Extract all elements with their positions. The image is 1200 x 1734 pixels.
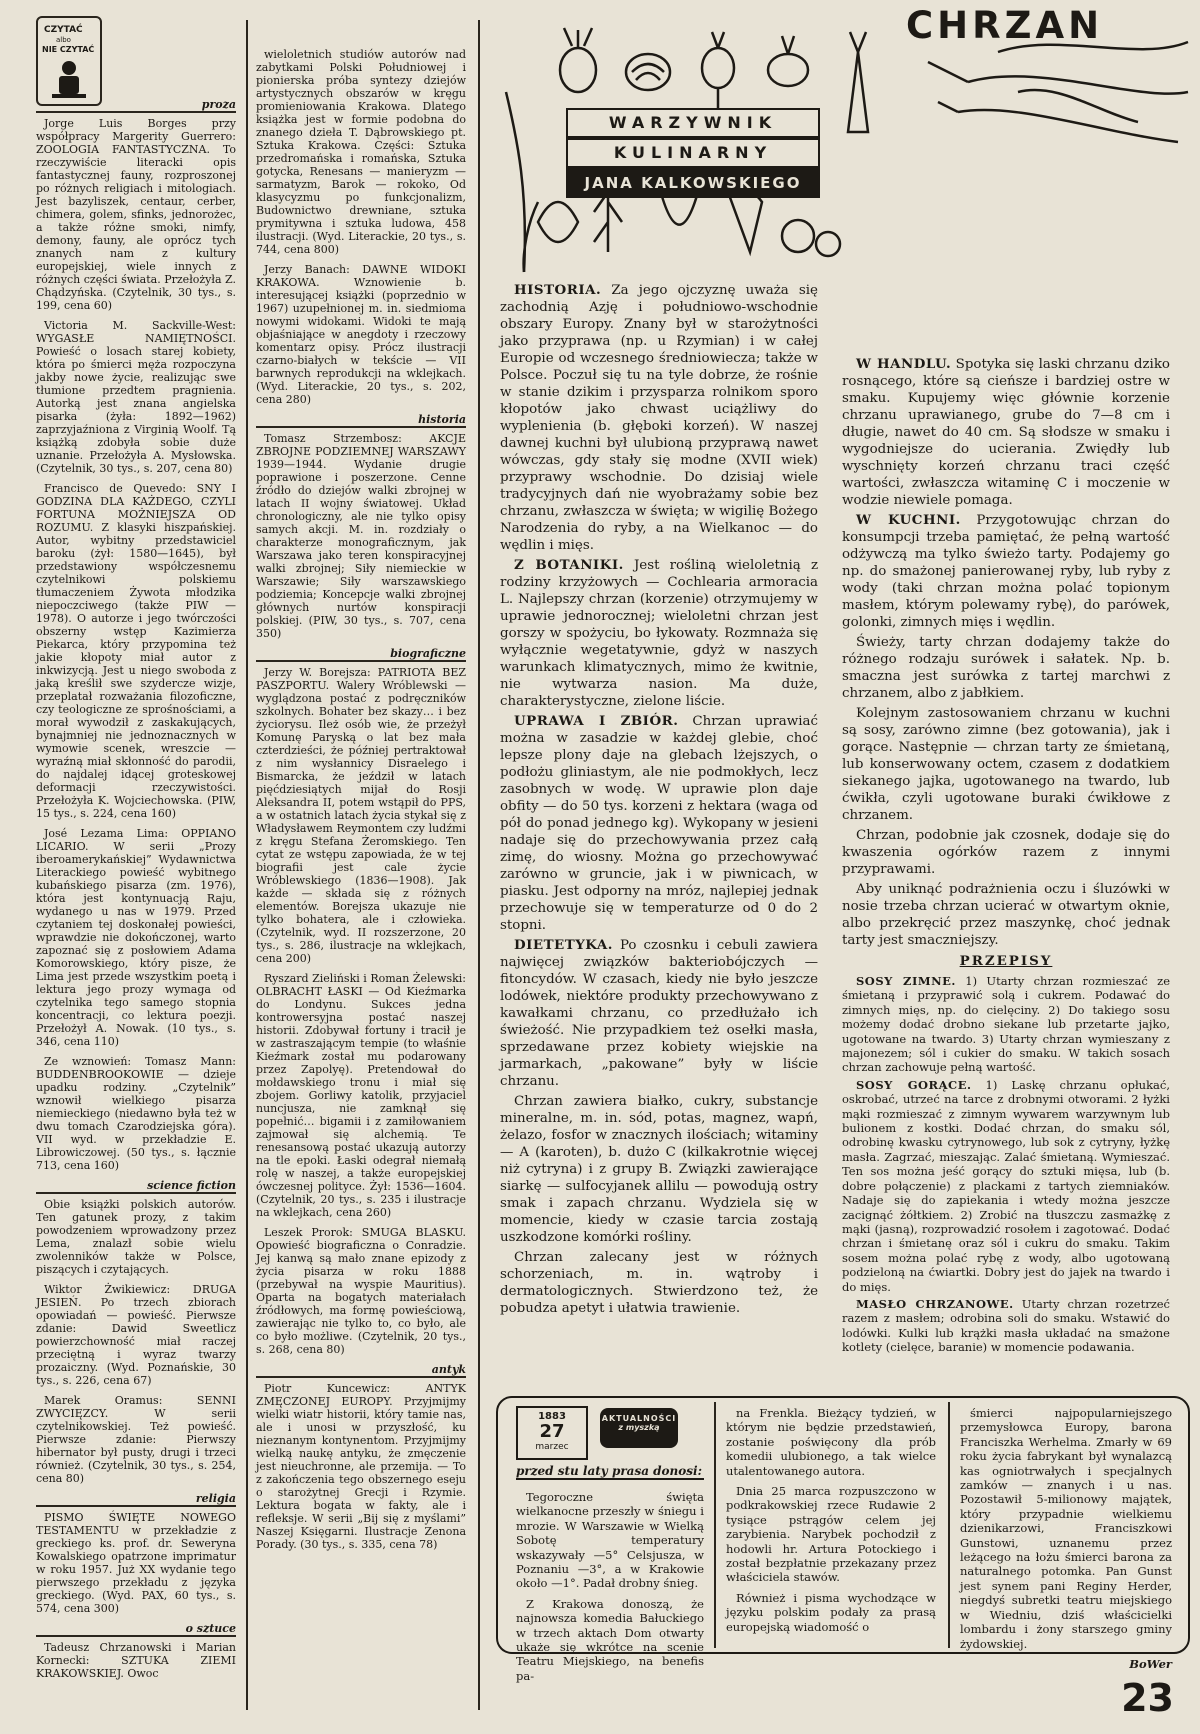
paragraph <box>842 705 1170 824</box>
paragraph-lead: DIETETYKA. <box>514 937 613 953</box>
paragraph-historia <box>500 282 818 554</box>
review-entry: Tomasz Strzembosz: AKCJE ZBROJNE PODZIEMNEJ WARSZAWY 1939—1944. Wydanie drugie poprawione i poszerzone. Cenne źródło do dziejów walki zbrojnej w latach II wojny światowej. Układ chronologiczny, ale nie tylko opisy samych akcji. M. in. rozdziały o charakterze monograficznym, jak Warszawa jako teren konspiracyjnej walki zbrojnej; Siły niemieckie w Warszawie; Siły warszawskiego podziemia; Koncepcje walki zbrojnej głównych nurtów konspiracji polskiej. (PIW, 30 tys., s. 707, cena 350) <box>256 432 466 640</box>
recipe <box>842 974 1170 1075</box>
section-label: science fiction <box>36 1179 236 1194</box>
box-divider <box>948 1402 950 1648</box>
svg-text:NIE CZYTAĆ: NIE CZYTAĆ <box>42 45 95 54</box>
banner-kulinarny: KULINARNY <box>566 138 820 168</box>
paragraph-uprawa <box>500 713 818 934</box>
box-column-2 <box>726 1406 936 1640</box>
section-proza <box>36 98 236 1172</box>
paragraph-botanika <box>500 557 818 710</box>
review-entry: Ryszard Zieliński i Roman Żelewski: OLBRACHT ŁASKI — Od Kieźmarka do Londynu. Sukces jedna kontrowersyjna postać naszej historii. Zdobywał fortuny i tracił je w zastraszającym tempie (to właśnie Kieźmark został mu podarowany przez Zapolyę). Pretendował do mołdawskiego tronu i miał się zbojem. Gorliwy katolik, przyjaciel nuncjusza, nie zamknął się popełnić… bigamii i z zamiłowaniem zajmował się alchemią. Te renesansową postać ukazują autorzy na tle epoki. Łaski odegrał niemałą rolę w naszej, a także europejskiej ówczesnej polityce. Żył: 1536—1604. (Czytelnik, 20 tys., s. 235 i ilustracje na wklejkach, cena 260) <box>256 972 466 1219</box>
section-antyk <box>256 1363 466 1551</box>
review-entry: Tadeusz Chrzanowski i Marian Kornecki: SZTUKA ZIEMI KRAKOWSKIEJ. Owoc <box>36 1641 236 1680</box>
paragraph-text: Po czosnku i cebuli zawiera najwięcej związków bakteriobójczych — fitoncydów. W czasach, kiedy nie było jeszcze lodówek, niektóre produkty przechowywano z kawałkami chrzanu, co przedłużało ich świeżość. Nie przypadkiem też osełki masła, sprzedawane przez kobiety wiejskie na jarmarkach, „pakowane” były w liście chrzanu. <box>500 938 818 1089</box>
section-label: proza <box>36 98 236 113</box>
paragraph-text: Chrzan uprawiać można w zasadzie w każdej glebie, choć lepsze plony daje na glebach lżejszych, o podłożu gliniastym, ale nie podmokłych, lecz zasobnych w wodę. W uprawie plon daje obfity — do 50 tys. korzeni z hektara (waga od pół do ponad jednego kg). Wykopany w jesieni nadaje się do przechowywania przez całą zimę, do wiosny. Można go przechowywać zarówno w gruncie, jak i w piwnicach, w piasku. Jest odporny na mróz, najlepiej jednak przechowuje się w temperaturze od 0 do 2 stopni. <box>500 714 818 933</box>
column-divider <box>478 20 480 1710</box>
box-heading: przed stu laty prasa donosi: <box>516 1464 703 1478</box>
news-item: Dnia 25 marca rozpuszczono w podkrakowskiej rzece Rudawie 2 tysiące pstrągów celem jej zarybienia. Narybek pochodził z hodowli hr. Artura Potockiego i został bezpłatnie przekazany przez właściciela stawów. <box>726 1484 936 1585</box>
recipe-text: 1) Laskę chrzanu opłukać, oskrobać, utrzeć na tarce z drobnymi otworami. 2 łyżki mąki rozmieszać z zimnym wywarem warzywnym lub bulionem z kostki. Dodać chrzan, do smaku sól, odrobinę kwasku cytrynowego, lub sok z cytryny, łyżkę masła. Zagrzać, mieszając. Zalać śmietaną. Wymieszać. Ten sos można jeść gorący do sztuki mięsa, lub (b. dobre połączenie) z plackami z tartych ziemniaków. Nadaje się do zapiekania i wtedy można jeszcze zacignąć żółtkiem. 2) Zrobić na tłuszczu zasmażkę z mąki (jasną), rozprowadzić rosołem i zagotować. Dodać chrzan i śmietanę oraz sól i cukru do smaku. Takim sosem można polać rybę z wody, albo ugotowaną podzieloną na ćwiartki. Dobry jest do jajek na twardo i do mięs. <box>842 1077 1171 1294</box>
recipes-heading: PRZEPISY <box>959 953 1053 969</box>
recipe-lead: SOSY GORĄCE. <box>856 1077 972 1092</box>
date-year: 1883 <box>538 1411 566 1422</box>
svg-text:albo: albo <box>56 36 71 44</box>
date-stamp <box>516 1406 588 1460</box>
review-entry: Francisco de Quevedo: SNY I GODZINA DLA KAŻDEGO, CZYLI FORTUNA MOŻNIEJSZA OD ROZUMU. Z klasyki hiszpańskiej. Autor, wybitny przedstawiciel baroku (żył: 1580—1645), był przedstawiony współczesnemu czytelnikowi polskiemu tłumaczeniem Żywota młodzika niepoczciwego (także PIW — 1978). O autorze i jego twórczości obszerny wstęp Kazimierza Piekarca, który przypomina też jakie kłopoty miał autor z inkwizycją. Jest u niego swoboda z jaką kreślił swe szydercze wizje, przeplatał rozważania filozoficzne, czy teologiczne ze sprośnościami, a morał wywodził z zaskakujących, bynajmniej nie jednoznacznych w wymowie scenek, wreszcie — wyraźną miał skłonność do parodii, do najdalej idącej groteskowej deformacji rzeczywistości. Przełożyła K. Wojciechowska. (PIW, 15 tys., s. 224, cena 160) <box>36 482 236 820</box>
section-o-sztuce <box>36 1622 236 1680</box>
news-item: Tegoroczne święta wielkanocne przeszły w śniegu i mrozie. W Warszawie w Wielką Sobotę temperatury wskazywały —5° Celsjusza, w Poznaniu —3°, a w Krakowie około —1°. Padał drobny śnieg. <box>516 1490 704 1591</box>
section-label: historia <box>256 413 466 428</box>
section-label: antyk <box>256 1363 466 1378</box>
paragraph-text: Spotyka się laski chrzanu dziko rosnącego, które są cieńsze i bardziej ostre w smaku. Kupujemy więc głównie korzenie chrzanu uprawianego, grube do 7—8 cm i długie, nawet do 40 cm. Są słodsze w smaku i wygodniejsze do ucierania. Zwiędły lub wyschnięty korzeń chrzanu traci część wartości, zwłaszcza witaminę C i moczenie w wodzie niewiele pomaga. <box>842 357 1170 508</box>
review-entry: José Lezama Lima: OPPIANO LICARIO. W serii „Prozy iberoamerykańskiej” Wydawnictwa Literackiego powieść wybitnego kubańskiego pisarza (zm. 1976), która jest kontynuacją Raju, wydanego u nas w 1979. Przed czytaniem tej doskonałej powieści, wprawdzie nie dokończonej, warto zapoznać się z posłowiem Adama Komorowskiego, który pisze, że Lima jest przede wszystkim poetą i lektura jego prozy wymaga od czytelnika tego samego stopnia koncentracji, co lektura poezji. Przełożył A. Nowak. (10 tys., s. 346, cena 110) <box>36 827 236 1048</box>
date-day: 27 <box>539 1421 565 1442</box>
recipe-text: Utarty chrzan rozetrzeć razem z masłem; odrobina soli do smaku. Wstawić do lodówki. Kulki lub krążki masła układać na smażone kotlety (cielęce, baranie) w momencie podawania. <box>842 1296 1170 1355</box>
beet-icon <box>560 48 596 92</box>
article-column-right <box>842 356 1170 1358</box>
pod-icon <box>728 189 762 252</box>
review-entry: Victoria M. Sackville-West: WYGASŁE NAMIĘTNOŚCI. Powieść o losach starej kobiety, która po śmierci męża rozpoczyna jakby nowe życie, realizując swe tłumione przedtem pragnienia. Autorką jest znana angielska pisarka (żyła: 1892—1962) zaprzyjaźniona z Virginią Woolf. Tą książką zdobyła sobie duże uznanie. Przełożyła A. Mysłowska. (Czytelnik, 30 tys., s. 207, cena 80) <box>36 319 236 475</box>
carrot-icon <box>848 52 868 132</box>
logo-line-1: AKTUALNOŚCI <box>601 1414 677 1423</box>
paragraph-text: Chrzan, podobnie jak czosnek, dodaje się do kwaszenia ogórków razem z innymi przyprawami. <box>842 828 1170 877</box>
paragraph-lead: HISTORIA. <box>514 282 602 298</box>
section-biograficzne <box>256 647 466 1356</box>
root-icon <box>506 92 525 272</box>
section-label: biograficzne <box>256 647 466 662</box>
book-reviews-column-1 <box>36 92 236 1687</box>
recipes-list <box>842 974 1170 1355</box>
section-label: religia <box>36 1492 236 1507</box>
paragraph-lead: Z BOTANIKI. <box>514 557 624 573</box>
section-o-sztuce-cont <box>256 48 466 406</box>
banner-warzywnik: WARZYWNIK <box>566 108 820 138</box>
paragraph <box>842 634 1170 702</box>
review-entry: Obie książki polskich autorów. Ten gatunek prozy, z takim powodzeniem wprowadzony przez Lema, znalazł sobie wielu zwolenników także w Polsce, piszących i czytających. <box>36 1198 236 1276</box>
review-entry: Wiktor Żwikiewicz: DRUGA JESIEŃ. Po trzech zbiorach opowiadań — powieść. Pierwsze zdanie: Dawid Sweetlicz powierzchowność miał raczej przeciętną i wyraz twarzy prozaiczny. (Wyd. Poznańskie, 30 tys., s. 226, cena 67) <box>36 1283 236 1387</box>
recipe <box>842 1297 1170 1355</box>
paragraph-text: Przygotowując chrzan do konsumpcji trzeba pamiętać, że pełną wartość odżywczą ma tylko świeżo tarty. Podajemy go np. do smażonej panierowanej ryby, lub ryby z wody (taki chrzan można polać topionym masłem, którym polewamy rybę), do parówek, golonki, zimnych mięs i wędlin. <box>842 513 1170 630</box>
review-entry: Jerzy Banach: DAWNE WIDOKI KRAKOWA. Wznowienie b. interesującej książki (poprzednio w 1967) uzupełnionej m. in. siedmioma nowymi widokami. Widoki te mają objaśniające w anegdoty i rzeczowy komentarz opisy. Prócz ilustracji czarno-białych w tekście — VII barwnych reprodukcji na wklejkach. (Wyd. Literackie, 20 tys., s. 202, cena 280) <box>256 263 466 406</box>
review-entry: PISMO ŚWIĘTE NOWEGO TESTAMENTU w przekładzie z greckiego ks. prof. dr. Seweryna Kowalskiego opatrzone imprimatur w roku 1957. Już XX wydanie tego pierwszego przekładu z języka greckiego. (Wyd. PAX, 60 tys., s. 574, cena 300) <box>36 1511 236 1615</box>
paragraph <box>842 827 1170 878</box>
paragraph <box>500 1249 818 1317</box>
news-item: na Frenkla. Bieżący tydzień, w którym nie będzie przedstawień, zostanie poświęcony dla prób komedii ulubionego, a tak wielce utalentowanego autora. <box>726 1406 936 1478</box>
paragraph-text: Chrzan zawiera białko, cukry, substancje mineralne, m. in. sód, potas, magnez, wapń, żelazo, fosfor w znacznych ilościach; witaminy — A (karoten), b. dużo C (kilkakrotnie więcej niż cytryna) i z grupy B. Związki zawierające siarkę — sulfocyjanek allilu — powodują ostry smak i zapach chrzanu. Wydziela się w momencie, kiedy w czasie tarcia zostają uszkodzone komórki rośliny. <box>500 1094 818 1245</box>
paragraph <box>500 1093 818 1246</box>
review-entry: Jorge Luis Borges przy współpracy Margerity Guerrero: ZOOLOGIA FANTASTYCZNA. To rzeczywiście literacki opis fantastycznej fauny, rozproszonej po różnych religiach i mitologiach. Jest bazyliszek, centaur, cerber, chimera, golem, sfinks, jednorożec, a także różne smoki, nimfy, demony, fauny, ale oprócz tych znanych nam z kultury europejskiej, wiele innych z różnych części świata. Przełożyła Z. Chądzyńska. (Czytelnik, 30 tys., s. 199, cena 60) <box>36 117 236 312</box>
news-item: śmierci najpopularniejszego przemysłowca Europy, barona Franciszka Werhelma. Zmarły w 69 roku życia fabrykant był wynalazcą kas ogniotrwałych i specjalnych zamków — znanych i u nas. Pozostawił 5-milionowy majątek, który przypadnie wielkiemu dzienikarzowi, Franciszkowi Gunstowi, uznanemu przez leżącego na łożu śmierci barona za naturalnego potomka. Pan Gunst jest synem pani Reginy Herder, niegdyś subretki teatru miejskiego w Wiedniu, dziś właścicielki lombardu i żony starszego gminy żydowskiej. <box>960 1406 1172 1651</box>
recipe <box>842 1078 1170 1294</box>
section-historia <box>256 413 466 640</box>
author-signature: BoWer <box>1129 1656 1172 1671</box>
paragraph-dietetyka <box>500 937 818 1090</box>
paragraph-text: Za jego ojczyznę uważa się zachodnią Azję i południowo-wschodnie obszary Europy. Znany był w starożytności jako przyprawa (np. u Rzymian) i w całej Europie od wczesnego średniowiecza; także w Polsce. Poczuł się tu na tyle dobrze, że rośnie w stanie dzikim i przysparza rolnikom sporo kłopotów jako chwast uciążliwy do wyplenienia (b. głęboki korzeń). W naszej dawnej kuchni był ulubioną przyprawą nawet wówczas, gdy stały się modne (XVII wiek) przyprawy wschodnie. Do dzisiaj wiele tradycyjnych dań nie wyobrażamy sobie bez chrzanu, zwłaszcza w święta; w wigilię Bożego Narodzenia do ryby, a na Wielkanoc — do wędlin i mięs. <box>500 283 818 553</box>
paragraph-lead: UPRAWA I ZBIÓR. <box>514 713 679 729</box>
paragraph-text: Świeży, tarty chrzan dodajemy także do różnego rodzaju surówek i sałatek. Np. b. smaczna jest surówka z tartej marchwi z chrzanem, albo z jabłkiem. <box>842 635 1170 701</box>
leaf-icon <box>538 202 578 242</box>
logo-line-2: z myszką <box>618 1423 660 1432</box>
review-entry: Marek Oramus: SENNI ZWYCIĘZCY. W serii czytelnikowskiej. Też powieść. Pierwsze zdanie: Pierwszy hibernator był pusty, drugi i trzeci również. (Czytelnik, 30 tys., s. 254, cena 80) <box>36 1394 236 1485</box>
radish-icon <box>702 48 734 88</box>
svg-text:CZYTAĆ: CZYTAĆ <box>44 25 83 35</box>
paragraph-kuchnia <box>842 512 1170 631</box>
paragraph-lead: W KUCHNI. <box>856 512 961 528</box>
section-science-fiction <box>36 1179 236 1485</box>
box-column-3 <box>960 1406 1172 1677</box>
aktualnosci-logo <box>600 1408 678 1448</box>
section-label: o sztuce <box>36 1622 236 1637</box>
recipe-lead: MASŁO CHRZANOWE. <box>856 1296 1014 1311</box>
paragraph-lead: W HANDLU. <box>856 356 952 372</box>
horseradish-root-icon <box>998 42 1188 52</box>
date-month: marzec <box>535 1442 569 1452</box>
article-column-left <box>500 282 818 1320</box>
section-religia <box>36 1492 236 1615</box>
book-reviews-column-2 <box>256 48 466 1558</box>
banner-author: JANA KALKOWSKIEGO <box>566 168 820 198</box>
recipe-lead: SOSY ZIMNE. <box>856 974 956 988</box>
paragraph-handel <box>842 356 1170 509</box>
paragraph-text: Kolejnym zastosowaniem chrzanu w kuchni są sosy, zarówno zimne (bez gotowania), jak i gorące. Następnie — chrzan tarty ze śmietaną, lub konserwowany octem, czasem z dodatkiem siekanego jajka, ugotowanego na twardo, lub ćwikła, czyli ugotowane buraki ćwikłowe z chrzanem. <box>842 706 1170 823</box>
news-item: Z Krakowa donoszą, że najnowsza komedia Bałuckiego w trzech aktach Dom otwarty ukaże się wkrótce na scenie Teatru Miejskiego, na benefis pa- <box>516 1596 704 1683</box>
paragraph-text: Jest rośliną wieloletnią z rodziny krzyżowych — Cochlearia armoracia L. Najlepszy chrzan (korzenie) otrzymujemy w uprawie jednorocznej; wieloletni chrzan jest gorszy w spożyciu, bo łykowaty. Rozmnaża się wyłącznie wegetatywnie, gdyż w naszych warunkach klimatycznych, mimo że kwitnie, nie wytwarza nasion. Ma duże, charakterystyczne, zielone liście. <box>500 558 819 709</box>
review-entry: wieloletnich studiów autorów nad zabytkami Polski Południowej i pionierska próba syntezy dziejów artystycznych obszarów w kręgu promieniowania Krakowa. Dlatego książka jest w formie podobna do znanego dzieła T. Dąbrowskiego pt. Sztuka Krakowa. Części: Sztuka przedromańska i romańska, Sztuka gotycka, Renesans — manieryzm — sarmatyzm, Barok — rokoko, Od klasycyzmu po funkcjonalizm, Budownictwo drewniane, sztuka prymitywna i sztuka ludowa, 458 ilustracji. (Wyd. Literackie, 20 tys., s. 744, cena 800) <box>256 48 466 256</box>
history-news-box <box>496 1396 1190 1683</box>
paragraph-text: Chrzan zalecany jest w różnych schorzeniach, m. in. wątroby i dermatologicznych. Stwierdzono też, że pobudza apetyt i ułatwia trawienie. <box>500 1250 818 1316</box>
review-entry: Jerzy W. Borejsza: PATRIOTA BEZ PASZPORTU. Walery Wróblewski — wyglądzona postać z podręczników szkolnych. Bohater bez skazy… i bez życiorysu. Ileż osób wie, że przeżył Komunę Paryską o lat bez mała czterdzieści, że później pertraktował z nim wysłannicy Disraelego i Bismarcka, że jeździł w latach pięćdziesiątych mijał do Rosji Aleksandra II, potem wstąpił do PPS, a w ostatnich latach życia stykał się z Władysławem Reymontem czy ludźmi z kręgu Stefana Żeromskiego. Ten cytat ze wstępu zapowiada, że w tej biografii jest cale życie Wróblewskiego (1836—1908). Jak każde — składa się z różnych elementów. Borejsza ukazuje nie tylko bohatera, ale i człowieka. (Czytelnik, wyd. II rozszerzone, 20 tys., s. 286, ilustracje na wklejkach, cena 200) <box>256 666 466 965</box>
news-item: Również i pisma wychodzące w języku polskim podały za prasą europejską wiadomość o <box>726 1590 936 1634</box>
onion-icon <box>782 220 814 252</box>
review-entry: Ze wznowień: Tomasz Mann: BUDDENBROOKOWIE — dzieje upadku rodziny. „Czytelnik” wznowił wielkiego pisarza niemieckiego (niedawno była też w dwu tomach Czarodziejska góra). VII wyd. w przekładzie E. Librowiczowej. (50 tys., s. łącznie 713, cena 160) <box>36 1055 236 1172</box>
column-divider <box>246 20 248 1710</box>
paragraph-text: Aby uniknąć podrażnienia oczu i śluzówki w nosie trzeba chrzan ucierać w otwartym oknie, albo przekręcić przez maszynkę, choć jednak tarty jest smaczniejszy. <box>842 882 1170 948</box>
box-divider <box>714 1402 716 1648</box>
page-title: CHRZAN <box>906 4 1104 47</box>
review-entry: Leszek Prorok: SMUGA BLASKU. Opowieść biograficzna o Conradzie. Jej kanwą są mało znane epizody z życia pisarza w roku 1888 (przebywał na wyspie Mauritius). Oparta na bogatych materiałach źródłowych, ma formę powieściową, zawierając nie tylko to, co było, ale co było możliwe. (Czytelnik, 20 tys., s. 268, cena 80) <box>256 1226 466 1356</box>
paragraph <box>842 881 1170 949</box>
recipe-text: 1) Utarty chrzan rozmieszać ze śmietaną i przyprawić solą i cukrem. Podawać do zimnych mięs, np. do cielęciny. 2) Do takiego sosu możemy dodać drobno siekane lub przetarte jajko, ugotowane na twardo. 3) Utarty chrzan wymieszany z majonezem; sól i cukier do smaku. W takich sosach chrzan zachowuje pełną wartość. <box>842 974 1171 1075</box>
page-number: 23 <box>1121 1676 1174 1720</box>
box-column-1 <box>516 1490 704 1689</box>
turnip-icon <box>768 54 808 86</box>
review-entry: Piotr Kuncewicz: ANTYK ZMĘCZONEJ EUROPY. Przyjmijmy wielki wiatr historii, który tamie nas, ale i unosi w przyszłość, ku nieznanym kontynentom. Przyjmijmy wielką naukę antyku, że zmęczenie jest nieuchronne, ale przemija. — To z zakończenia tego obszernego eseju o starożytnej Grecji i Rzymie. Lektura bogata w fakty, ale i refleksje. W serii „Bij się z myślami” Naszej Księgarni. Ilustracje Zenona Porady. (30 tys., s. 335, cena 78) <box>256 1382 466 1551</box>
